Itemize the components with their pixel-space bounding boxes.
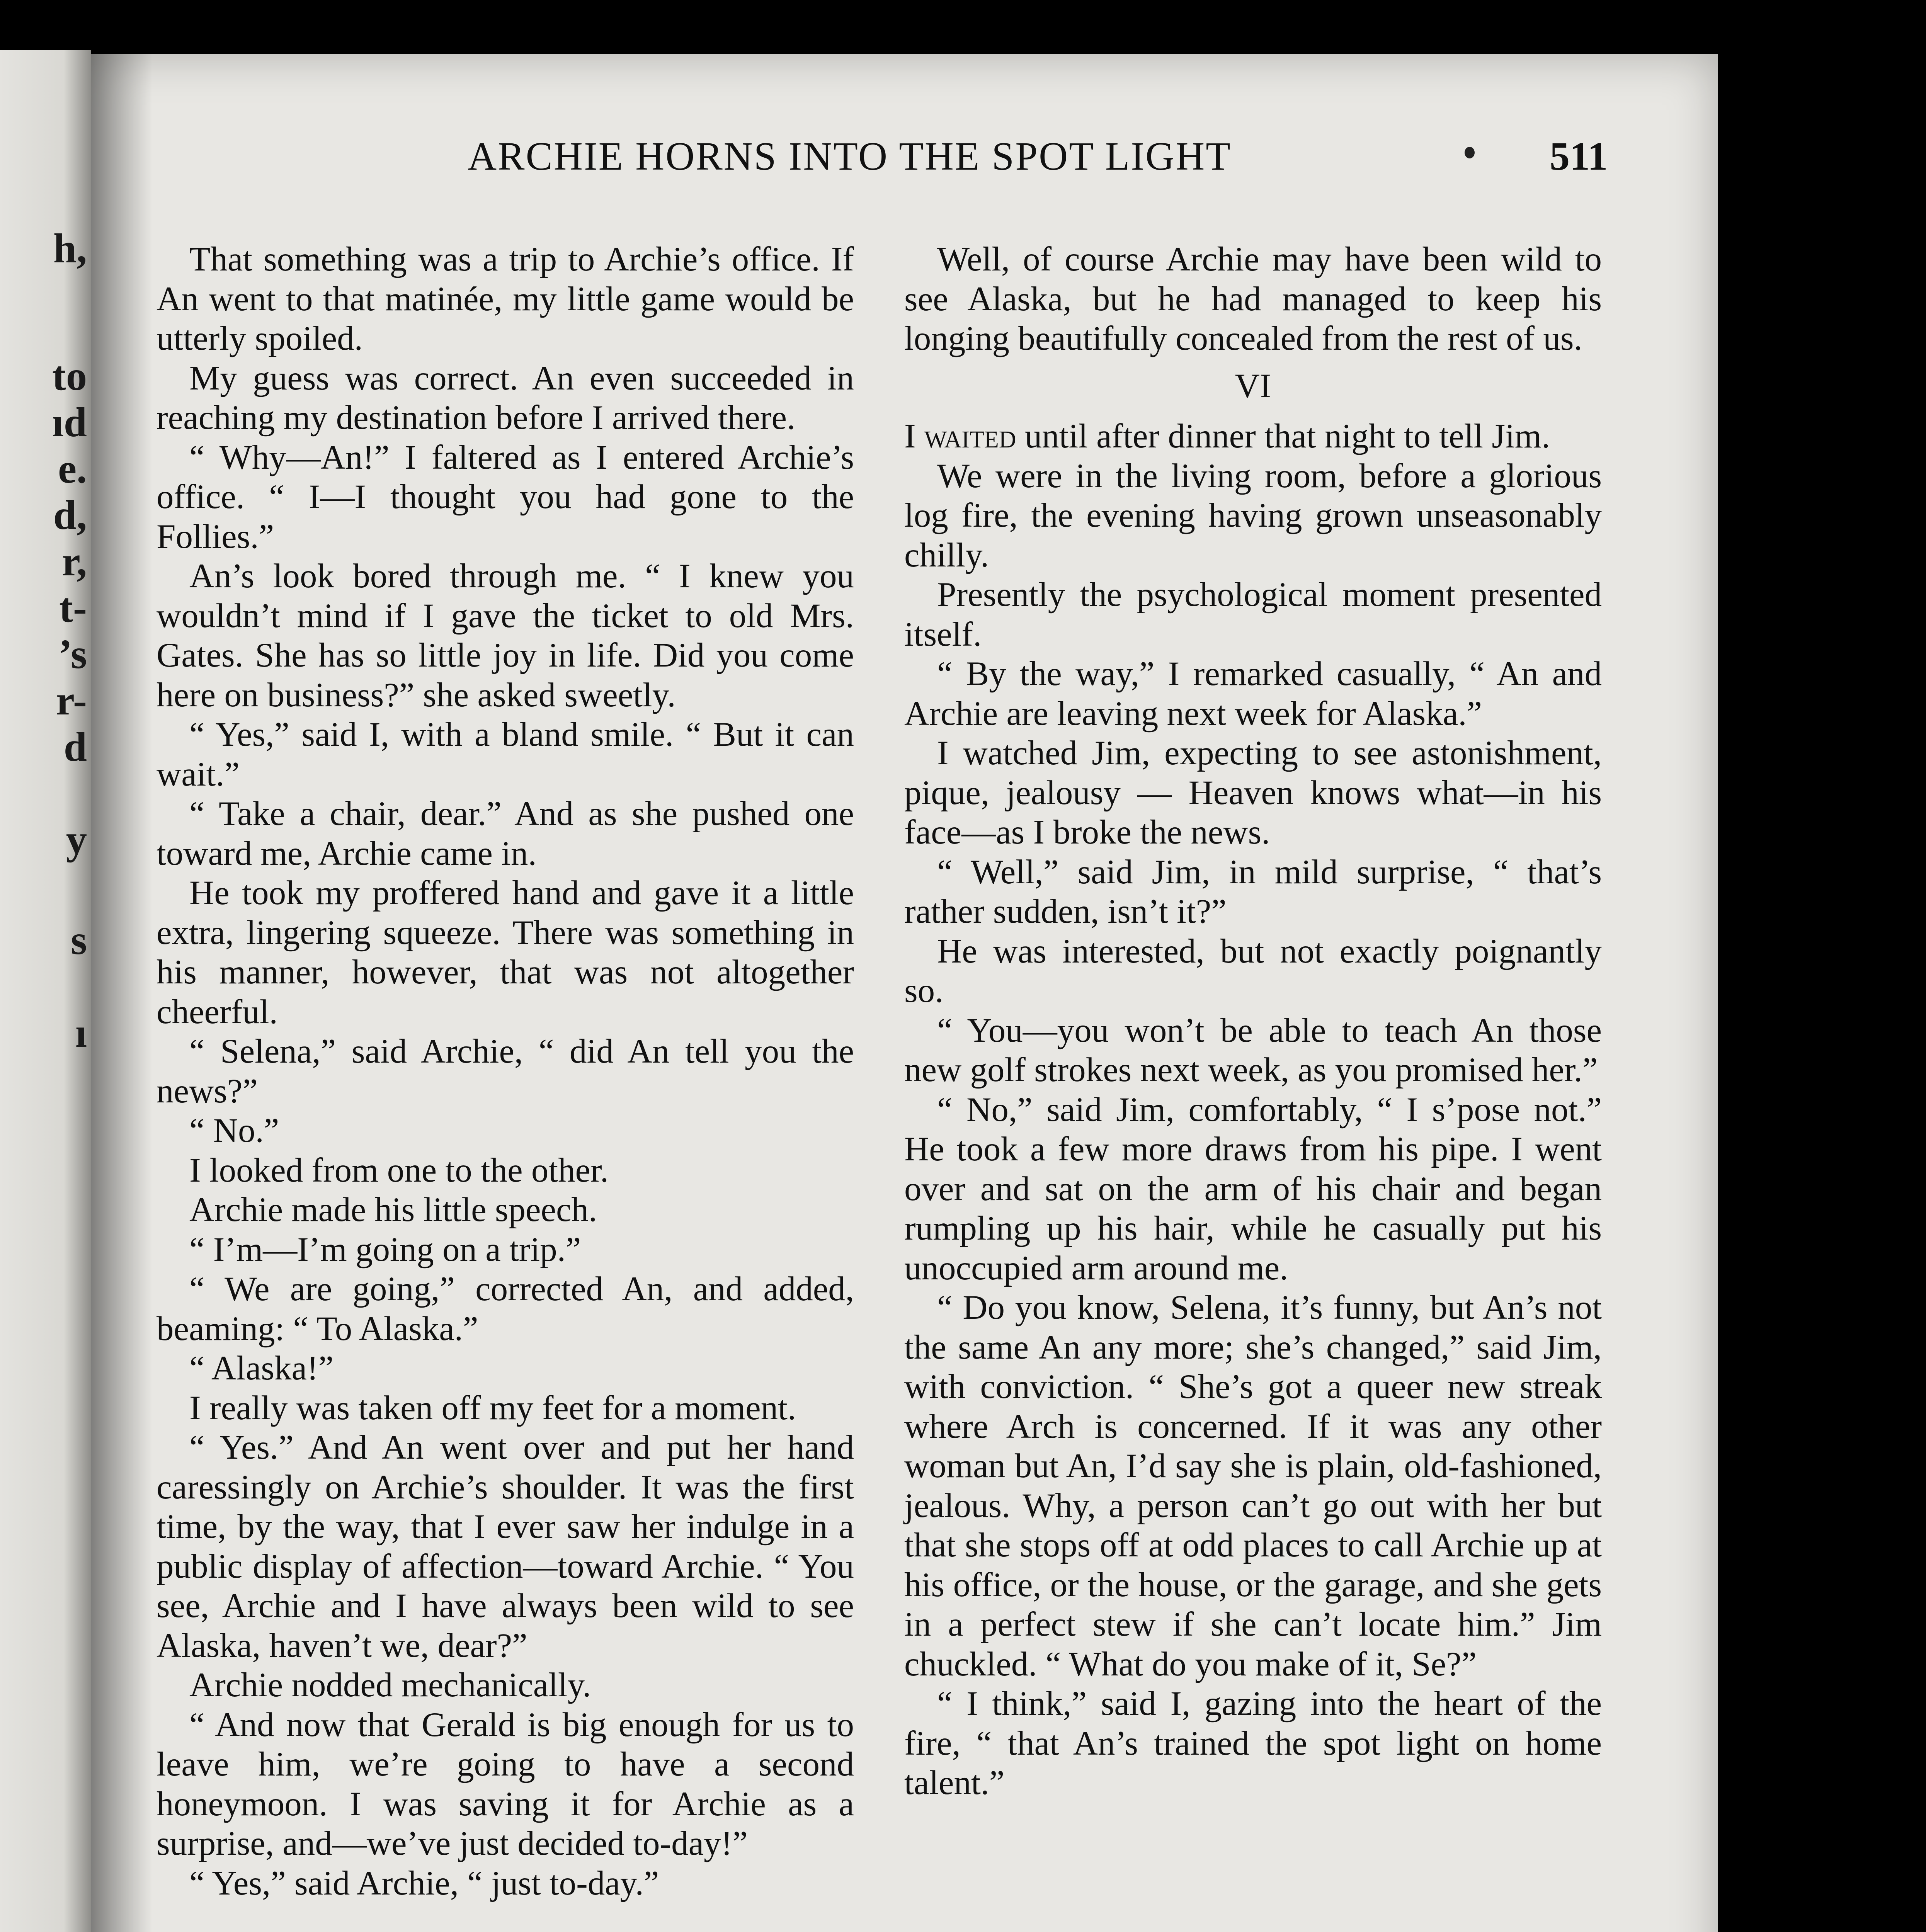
previous-page-text-fragment: r, (61, 539, 87, 585)
section-number: VI (1235, 367, 1271, 405)
paragraph: Archie made his little speech. (189, 1191, 597, 1229)
print-speck (1465, 147, 1475, 158)
previous-page-text-fragment: s (70, 917, 87, 963)
paragraph: “ Yes.” And An went over and put her hand caressingly on Archie’s shoulder. It was the first time, by the way, that I ever saw her indulge in a public display of affection—toward Archie. “ You see, Archie and I have always been wild to see Alaska, haven’t we, dear?” (157, 1429, 854, 1665)
previous-page-text-fragment: ı (75, 1010, 87, 1056)
page-number: 511 (1550, 134, 1608, 179)
paragraph: Well, of course Archie may have been wild to see Alaska, but he had managed to keep his longing beautifully concealed from the rest of us. (904, 240, 1602, 357)
paragraph: I watched Jim, expecting to see astonishment, pique, jealousy — Heaven knows what—in his face—as I broke the news. (904, 734, 1602, 851)
paragraph: “ You—you won’t be able to teach An those new golf strokes next week, as you promised her.” (904, 1011, 1602, 1089)
paragraph: “ Alaska!” (189, 1349, 334, 1387)
paragraph: Presently the psychological moment presented itself. (904, 576, 1602, 653)
previous-page-text-fragment: e. (58, 446, 87, 492)
paragraph: “ And now that Gerald is big enough for us to leave him, we’re going to have a second honeymoon. I was saving it for Archie as a surprise, and—we’ve just decided to-day!” (157, 1706, 854, 1862)
paragraph: “ Selena,” said Archie, “ did An tell you the news?” (157, 1032, 854, 1110)
paragraph: “ No.” (189, 1112, 279, 1150)
previous-page-text-fragment: d, (53, 492, 87, 538)
paragraph: “ Do you know, Selena, it’s funny, but An’s not the same An any more; she’s changed,” said Jim, with conviction. “ She’s got a queer new streak where Arch is concerned. If it was any other woman but An, I’d say she is plain, old-fashioned, jealous. Why, a person can’t go out with her but that she stops off at odd places to call Archie up at his office, or the house, or the garage, and she gets in a perfect stew if she can’t locate him.” Jim chuckled. “ What do you make of it, Se?” (904, 1289, 1602, 1683)
paragraph: “ Yes,” said I, with a bland smile. “ But it can wait.” (157, 716, 854, 793)
paragraph: “ Well,” said Jim, in mild surprise, “ that’s rather sudden, isn’t it?” (904, 853, 1602, 930)
paragraph: Archie nodded mechanically. (189, 1666, 591, 1704)
section-first-word: I waited (904, 417, 1016, 455)
previous-page-text-fragment: y (66, 817, 87, 863)
paragraph: He was interested, but not exactly poignantly so. (904, 932, 1602, 1010)
paragraph: “ Yes,” said Archie, “ just to-day.” (189, 1864, 659, 1902)
paragraph: He took my proffered hand and gave it a little extra, lingering squeeze. There was something in his manner, however, that was not altogether cheerful. (157, 874, 854, 1031)
paragraph: That something was a trip to Archie’s office. If An went to that matinée, my little game would be utterly spoiled. (157, 240, 854, 357)
paragraph: “ No,” said Jim, comfortably, “ I s’pose not.” He took a few more draws from his pipe. I went over and sat on the arm of his chair and began rumpling up his hair, while he casually put his unoccupied arm around me. (904, 1090, 1602, 1287)
right-column (904, 240, 1602, 1803)
paragraph: “ I’m—I’m going on a trip.” (189, 1230, 581, 1269)
previous-page-text-fragment: d (63, 724, 87, 770)
gutter-shadow (91, 54, 153, 1932)
paragraph: I looked from one to the other. (189, 1151, 609, 1189)
section-first-paragraph (904, 417, 1602, 456)
paragraph: “ I think,” said I, gazing into the heart of the fire, “ that An’s trained the spot light on home talent.” (904, 1685, 1602, 1802)
right-column-paragraphs (904, 456, 1602, 1803)
paragraph: “ Take a chair, dear.” And as she pushed one toward me, Archie came in. (157, 795, 854, 872)
running-head: ARCHIE HORNS INTO THE SPOT LIGHT (468, 134, 1232, 179)
paragraph: An’s look bored through me. “ I knew you wouldn’t mind if I gave the ticket to old Mrs. Gates. She has so little joy in life. Did you come here on business?” she asked sweetly. (157, 557, 854, 714)
previous-page-edge (0, 50, 91, 1932)
left-column (157, 240, 854, 1903)
previous-page-text-fragment: r- (56, 678, 87, 724)
paragraph: “ Why—An!” I faltered as I entered Archie’s office. “ I—I thought you had gone to the Follies.” (157, 438, 854, 556)
paragraph: We were in the living room, before a glorious log fire, the evening having grown unseasonably chilly. (904, 457, 1602, 574)
previous-page-text-fragment: ıd (52, 400, 87, 446)
section-first-rest: until after dinner that night to tell Jim. (1016, 417, 1550, 455)
paragraph: “ By the way,” I remarked casually, “ An and Archie are leaving next week for Alaska.” (904, 655, 1602, 733)
paragraph: I really was taken off my feet for a moment. (189, 1389, 796, 1427)
previous-page-text-fragment: ’s (58, 631, 87, 677)
paragraph: “ We are going,” corrected An, and added, beaming: “ To Alaska.” (157, 1270, 854, 1348)
previous-page-text-fragment: h, (53, 226, 87, 272)
previous-page-text-fragment: t- (59, 585, 87, 631)
paragraph: My guess was correct. An even succeeded in reaching my destination before I arrived there. (157, 359, 854, 437)
previous-page-text-fragment: to (52, 353, 87, 399)
